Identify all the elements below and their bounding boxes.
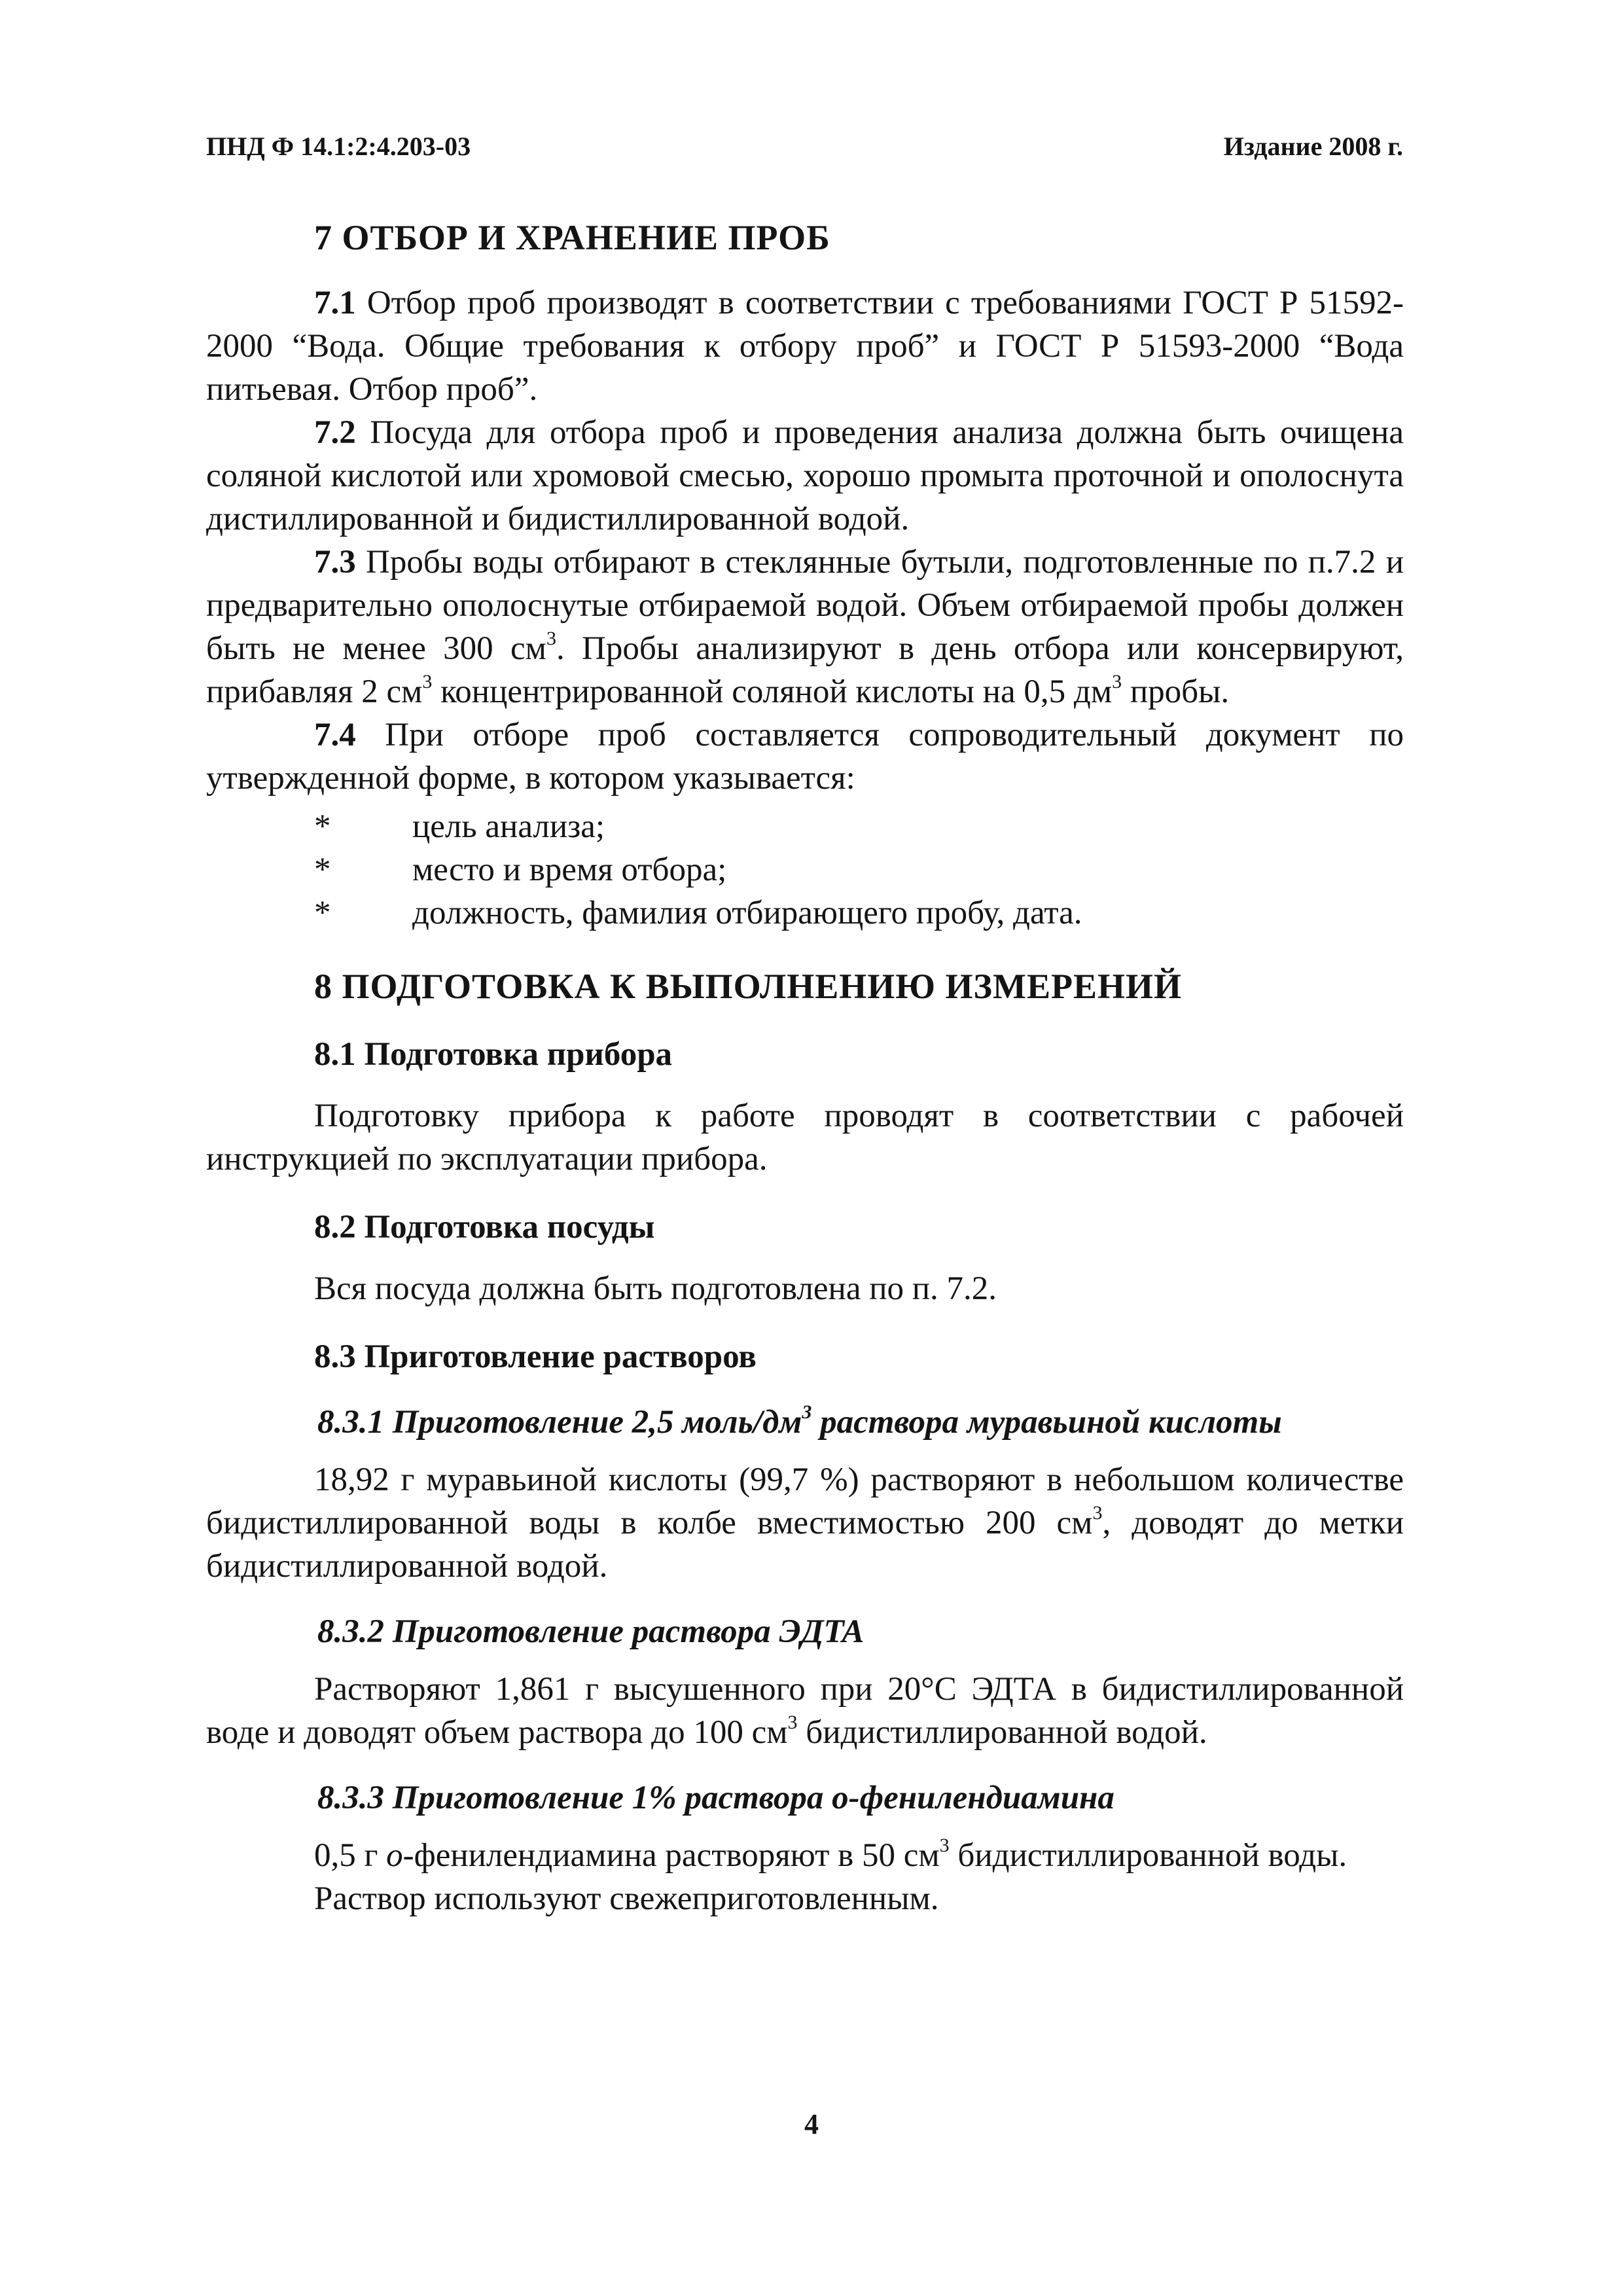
spacer [206, 935, 1404, 965]
subsection-8-1-text: Подготовку прибора к работе проводят в соответствии с рабочей инструкцией по эксплуатации прибора. [206, 1098, 1404, 1177]
subsection-8-3-3-text [206, 1834, 1404, 1877]
subsection-8-3-3-note: Раствор используют свежеприготовленным. [314, 1880, 939, 1917]
italic-letter: о [386, 1837, 403, 1874]
subsection-8-3-1-title [206, 1401, 1404, 1444]
superscript: 3 [546, 628, 556, 649]
paragraph-text: концентрированной соляной кислоты на 0,5 дм [432, 673, 1113, 710]
superscript: 3 [1112, 671, 1122, 692]
list-item [206, 848, 1404, 891]
paragraph-text: , доводят до метки бидистиллированной водой. [206, 1505, 1404, 1585]
paragraph-text: пробы. [1122, 673, 1230, 710]
paragraph-text: 0,5 г [314, 1837, 387, 1874]
bullet-star-icon: * [314, 808, 331, 845]
superscript: 3 [939, 1835, 950, 1856]
section-8-title: 8 ПОДГОТОВКА К ВЫПОЛНЕНИЮ ИЗМЕРЕНИЙ [314, 967, 1183, 1006]
paragraph-number: 7.4 [314, 717, 356, 753]
paragraph-text: Пробы воды отбирают в стеклянные бутыли, подготовленные по п.7.2 и предварительно ополоснутые отбираемой водой. Объем отбираемой пробы должен быть не менее 300 см [206, 544, 1404, 667]
paragraph-text: Растворяют 1,861 г высушенного при 20°С ЭДТА в бидистиллированной воде и доводят объем раствора до 100 см [206, 1671, 1404, 1751]
list-item [206, 805, 1404, 848]
paragraph-7-1 [206, 281, 1404, 411]
list-item [206, 891, 1404, 935]
paragraph-text: Отбор проб производят в соответствии с требованиями ГОСТ Р 51592-2000 “Вода. Общие требования к отбору проб” и ГОСТ Р 51593-2000 “Вода питьевая. Отбор проб”. [206, 285, 1404, 408]
subsection-8-3-2-title: 8.3.2 Приготовление раствора ЭДТА [317, 1613, 865, 1650]
subsection-8-3-2-text [206, 1668, 1404, 1754]
subsection-8-1-title: 8.1 Подготовка прибора [314, 1036, 673, 1073]
list-item-text: цель анализа; [412, 808, 605, 845]
paragraph-text: . Пробы анализируют в день отбора или консервируют, прибавляя 2 см [206, 630, 1404, 710]
paragraph-7-4 [206, 713, 1404, 800]
subsection-8-3-title: 8.3 Приготовление растворов [314, 1338, 757, 1375]
page-content [206, 216, 1404, 1920]
paragraph-7-3 [206, 541, 1404, 713]
paragraph-text: 18,92 г муравьиной кислоты (99,7 %) растворяют в небольшом количестве бидистиллированной воды в колбе вместимостью 200 см [206, 1462, 1404, 1541]
list-item-text: место и время отбора; [412, 852, 727, 888]
paragraph-text: Посуда для отбора проб и проведения анализа должна быть очищена соляной кислотой или хромовой смесью, хорошо промыта проточной и ополоснута дистиллированной и бидистиллированной водой. [206, 414, 1404, 537]
list-item-text: должность, фамилия отбирающего пробу, дата. [412, 895, 1082, 931]
bullet-star-icon: * [314, 852, 331, 888]
superscript: 3 [802, 1401, 812, 1423]
superscript: 3 [787, 1712, 798, 1733]
paragraph-text: При отборе проб составляется сопроводительный документ по утвержденной форме, в котором указывается: [206, 717, 1404, 797]
bullet-list [206, 805, 1404, 935]
page-number: 4 [804, 2108, 819, 2140]
paragraph-text: -фенилендиамина растворяют в 50 см [402, 1837, 940, 1874]
heading-text: раствора муравьиной кислоты [812, 1404, 1282, 1441]
superscript: 3 [422, 671, 433, 692]
paragraph-text: бидистиллированной водой. [797, 1714, 1207, 1751]
subsection-8-2-text: Вся посуда должна быть подготовлена по п. 7.2. [314, 1270, 997, 1307]
document-code: ПНД Ф 14.1:2:4.203-03 [206, 132, 471, 161]
paragraph-number: 7.1 [314, 285, 356, 321]
paragraph-text: бидистиллированной воды. [949, 1837, 1347, 1874]
edition-label: Издание 2008 г. [1223, 132, 1403, 161]
section-7-title: 7 ОТБОР И ХРАНЕНИЕ ПРОБ [314, 218, 830, 257]
paragraph-number: 7.2 [314, 414, 356, 451]
subsection-8-3-1-text [206, 1458, 1404, 1588]
paragraph-number: 7.3 [314, 544, 356, 581]
superscript: 3 [1092, 1502, 1103, 1524]
paragraph-7-2 [206, 411, 1404, 541]
heading-text: 8.3.1 Приготовление 2,5 моль/дм [317, 1404, 802, 1441]
subsection-8-3-3-title: 8.3.3 Приготовление 1% раствора о-фенилендиамина [317, 1780, 1115, 1816]
subsection-8-2-title: 8.2 Подготовка посуды [314, 1209, 655, 1246]
bullet-star-icon: * [314, 895, 331, 931]
